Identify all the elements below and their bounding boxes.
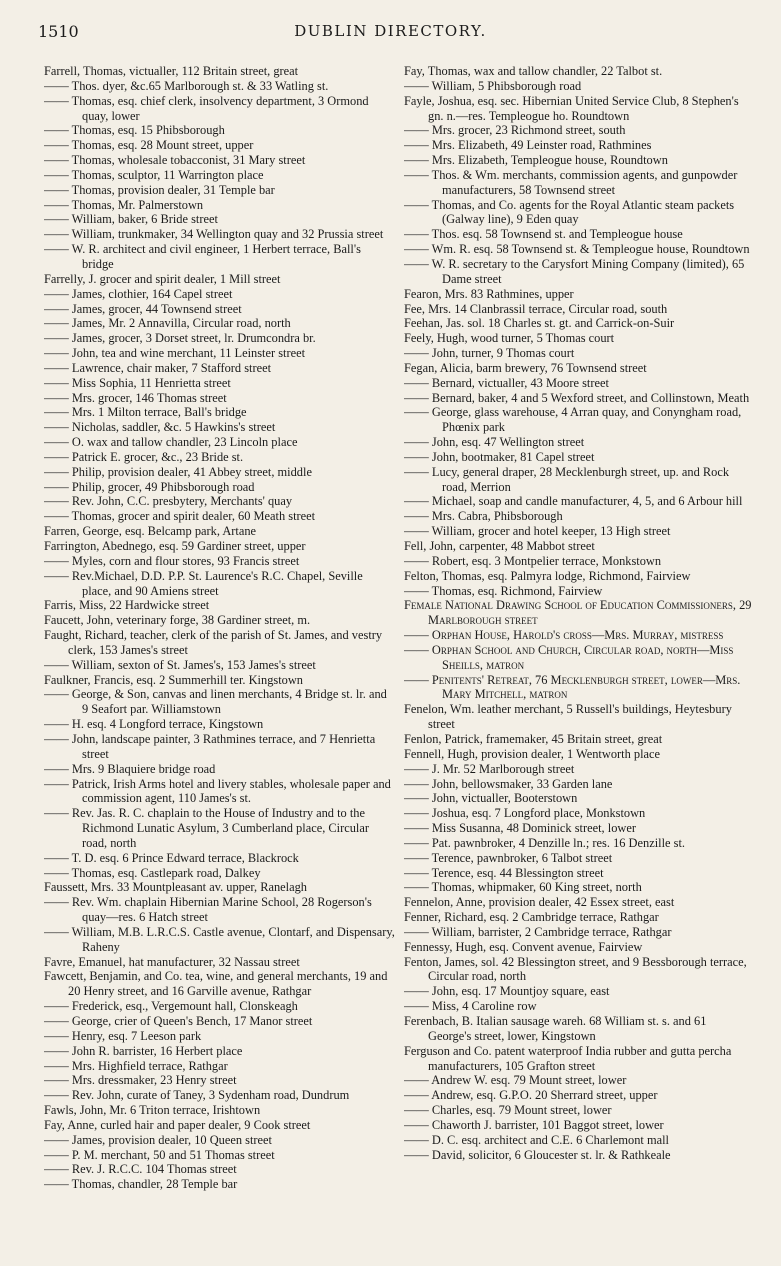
- directory-entry: —— Rev. Wm. chaplain Hibernian Marine School, 28 Rogerson's quay—res. 6 Hatch street: [44, 895, 395, 925]
- directory-entry: —— James, provision dealer, 10 Queen street: [44, 1133, 395, 1148]
- directory-entry: —— Orphan House, Harold's cross—Mrs. Murray, mistress: [404, 628, 752, 643]
- directory-entry: —— Andrew W. esq. 79 Mount street, lower: [404, 1073, 752, 1088]
- directory-entry: Fegan, Alicia, barm brewery, 76 Townsend street: [404, 360, 647, 375]
- directory-entry: —— William, 5 Phibsborough road: [404, 79, 752, 94]
- directory-entry: —— Thomas, esq. Castlepark road, Dalkey: [44, 866, 395, 881]
- directory-entry: —— Rev.Michael, D.D. P.P. St. Laurence's R.C. Chapel, Seville place, and 90 Amiens street: [44, 569, 395, 599]
- directory-entry: —— John, tea and wine merchant, 11 Leinster street: [44, 346, 395, 361]
- directory-entry: —— Miss, 4 Caroline row: [404, 999, 752, 1014]
- directory-entry: Faussett, Mrs. 33 Mountpleasant av. upper, Ranelagh: [44, 880, 307, 895]
- directory-entry: —— William, M.B. L.R.C.S. Castle avenue, Clontarf, and Dispensary, Raheny: [44, 925, 395, 955]
- directory-entry: —— Thomas, esq. 28 Mount street, upper: [44, 138, 395, 153]
- page-header: [38, 22, 743, 46]
- directory-entry: —— J. Mr. 52 Marlborough street: [404, 762, 752, 777]
- directory-entry: —— Patrick, Irish Arms hotel and livery stables, wholesale paper and commission agent, 110 James's st.: [44, 777, 395, 807]
- directory-entry: —— P. M. merchant, 50 and 51 Thomas street: [44, 1148, 395, 1163]
- page-number: 1510: [38, 22, 79, 41]
- directory-entry: —— Philip, provision dealer, 41 Abbey street, middle: [44, 465, 395, 480]
- directory-entry: —— Bernard, baker, 4 and 5 Wexford street, and Collinstown, Meath: [404, 391, 752, 406]
- directory-entry: —— Mrs. 9 Blaquiere bridge road: [44, 762, 395, 777]
- directory-entry: Fawcett, Benjamin, and Co. tea, wine, and general merchants, 19 and 20 Henry street, and 16 Garville avenue, Rathgar: [44, 969, 388, 999]
- directory-entry: Fearon, Mrs. 83 Rathmines, upper: [404, 286, 574, 301]
- directory-entry: —— Henry, esq. 7 Leeson park: [44, 1029, 395, 1044]
- directory-entry: Fee, Mrs. 14 Clanbrassil terrace, Circular road, south: [404, 301, 668, 316]
- directory-entry: Fawls, John, Mr. 6 Triton terrace, Irishtown: [44, 1103, 261, 1118]
- directory-entry: —— Rev. John, C.C. presbytery, Merchants' quay: [44, 494, 395, 509]
- directory-entry: —— John, landscape painter, 3 Rathmines terrace, and 7 Henrietta street: [44, 732, 395, 762]
- directory-entry: —— David, solicitor, 6 Gloucester st. lr. & Rathkeale: [404, 1148, 752, 1163]
- directory-entry: Female National Drawing School of Education Commissioners, 29 Marlborough street: [404, 598, 752, 628]
- directory-entry: —— Robert, esq. 3 Montpelier terrace, Monkstown: [404, 554, 752, 569]
- directory-entry: —— Thomas, esq. chief clerk, insolvency department, 3 Ormond quay, lower: [44, 94, 395, 124]
- directory-entry: —— Thomas, Mr. Palmerstown: [44, 198, 395, 213]
- directory-entry: —— William, baker, 6 Bride street: [44, 212, 395, 227]
- directory-entry: —— Thomas, sculptor, 11 Warrington place: [44, 168, 395, 183]
- directory-entry: —— Thos. dyer, &c.65 Marlborough st. & 33 Watling st.: [44, 79, 395, 94]
- directory-entry: Feely, Hugh, wood turner, 5 Thomas court: [404, 331, 615, 346]
- directory-entry: —— John, bootmaker, 81 Capel street: [404, 450, 752, 465]
- directory-entry: —— Mrs. 1 Milton terrace, Ball's bridge: [44, 405, 395, 420]
- directory-entry: —— Rev. John, curate of Taney, 3 Sydenham road, Dundrum: [44, 1088, 395, 1103]
- directory-entry: —— James, clothier, 164 Capel street: [44, 287, 395, 302]
- directory-entry: Ferenbach, B. Italian sausage wareh. 68 William st. s. and 61 George's street, lower, Kingstown: [404, 1014, 707, 1043]
- directory-entry: —— Frederick, esq., Vergemount hall, Clonskeagh: [44, 999, 395, 1014]
- directory-entry: —— T. D. esq. 6 Prince Edward terrace, Blackrock: [44, 851, 395, 866]
- directory-entry: —— Thomas, esq. 15 Phibsborough: [44, 123, 395, 138]
- directory-entry: Fell, John, carpenter, 48 Mabbot street: [404, 539, 595, 553]
- directory-entry: —— Mrs. Elizabeth, 49 Leinster road, Rathmines: [404, 138, 752, 153]
- directory-entry: —— Nicholas, saddler, &c. 5 Hawkins's street: [44, 420, 395, 435]
- directory-entry: —— Thomas, chandler, 28 Temple bar: [44, 1177, 395, 1192]
- directory-entry: —— Bernard, victualler, 43 Moore street: [404, 376, 752, 391]
- directory-entry: —— Mrs. grocer, 146 Thomas street: [44, 391, 395, 406]
- directory-entry: —— Thos. & Wm. merchants, commission agents, and gunpowder manufacturers, 58 Townsend street: [404, 168, 752, 198]
- directory-entry: —— Thomas, grocer and spirit dealer, 60 Meath street: [44, 509, 395, 524]
- directory-entry: Felton, Thomas, esq. Palmyra lodge, Richmond, Fairview: [404, 568, 691, 583]
- directory-entry: Fenton, James, sol. 42 Blessington street, and 9 Bessborough terrace, Circular road, north: [404, 954, 747, 984]
- directory-entry: —— Lawrence, chair maker, 7 Stafford street: [44, 361, 395, 376]
- directory-entry: —— George, & Son, canvas and linen merchants, 4 Bridge st. lr. and 9 Seafort par. Williamstown: [44, 687, 395, 717]
- directory-entry: Fennell, Hugh, provision dealer, 1 Wentworth place: [404, 746, 661, 761]
- right-column: [404, 64, 752, 1162]
- directory-entry: —— Rev. J. R.C.C. 104 Thomas street: [44, 1162, 395, 1177]
- directory-entry: Fay, Thomas, wax and tallow chandler, 22 Talbot st.: [404, 64, 663, 78]
- directory-entry: —— Mrs. grocer, 23 Richmond street, south: [404, 123, 752, 138]
- directory-entry: —— Philip, grocer, 49 Phibsborough road: [44, 480, 395, 495]
- directory-entry: —— Thomas, wholesale tobacconist, 31 Mary street: [44, 153, 395, 168]
- directory-entry: —— John, victualler, Booterstown: [404, 791, 752, 806]
- directory-entry: —— Pat. pawnbroker, 4 Denzille ln.; res. 16 Denzille st.: [404, 836, 752, 851]
- directory-entry: —— William, sexton of St. James's, 153 James's street: [44, 658, 395, 673]
- directory-entry: —— Mrs. Highfield terrace, Rathgar: [44, 1059, 395, 1074]
- directory-entry: —— Mrs. dressmaker, 23 Henry street: [44, 1073, 395, 1088]
- directory-entry: —— Chaworth J. barrister, 101 Baggot street, lower: [404, 1118, 752, 1133]
- directory-entry: —— Mrs. Elizabeth, Templeogue house, Roundtown: [404, 153, 752, 168]
- directory-entry: —— W. R. architect and civil engineer, 1 Herbert terrace, Ball's bridge: [44, 242, 395, 272]
- directory-entry: —— James, grocer, 3 Dorset street, lr. Drumcondra br.: [44, 331, 395, 346]
- directory-entry: —— William, trunkmaker, 34 Wellington quay and 32 Prussia street: [44, 227, 395, 242]
- directory-entry: —— Terence, esq. 44 Blessington street: [404, 866, 752, 881]
- directory-entry: —— Orphan School and Church, Circular road, north—Miss Sheills, matron: [404, 643, 752, 673]
- directory-entry: Farrington, Abednego, esq. 59 Gardiner street, upper: [44, 539, 306, 553]
- directory-entry: —— Charles, esq. 79 Mount street, lower: [404, 1103, 752, 1118]
- directory-entry: —— Penitents' Retreat, 76 Mecklenburgh street, lower—Mrs. Mary Mitchell, matron: [404, 673, 752, 703]
- directory-entry: Faulkner, Francis, esq. 2 Summerhill ter. Kingstown: [44, 672, 303, 687]
- directory-entry: —— George, crier of Queen's Bench, 17 Manor street: [44, 1014, 395, 1029]
- directory-entry: —— Miss Sophia, 11 Henrietta street: [44, 376, 395, 391]
- directory-entry: —— Mrs. Cabra, Phibsborough: [404, 509, 752, 524]
- directory-entry: —— James, Mr. 2 Annavilla, Circular road, north: [44, 316, 395, 331]
- directory-entry: —— H. esq. 4 Longford terrace, Kingstown: [44, 717, 395, 732]
- directory-entry: Fenelon, Wm. leather merchant, 5 Russell's buildings, Heytesbury street: [404, 702, 732, 732]
- directory-entry: Farrelly, J. grocer and spirit dealer, 1 Mill street: [44, 271, 281, 286]
- directory-entry: Fenner, Richard, esq. 2 Cambridge terrace, Rathgar: [404, 910, 659, 925]
- directory-entry: Ferguson and Co. patent waterproof India rubber and gutta percha manufacturers, 105 Grafton street: [404, 1043, 732, 1073]
- directory-entry: Faucett, John, veterinary forge, 38 Gardiner street, m.: [44, 613, 311, 628]
- directory-entry: Favre, Emanuel, hat manufacturer, 32 Nassau street: [44, 954, 300, 969]
- directory-entry: —— Rev. Jas. R. C. chaplain to the House of Industry and to the Richmond Lunatic Asylum, 3 Cumberland place, Circular road, north: [44, 806, 395, 851]
- directory-entry: —— John, bellowsmaker, 33 Garden lane: [404, 777, 752, 792]
- directory-entry: —— William, barrister, 2 Cambridge terrace, Rathgar: [404, 925, 752, 940]
- directory-entry: —— Wm. R. esq. 58 Townsend st. & Templeogue house, Roundtown: [404, 242, 752, 257]
- directory-entry: —— Thos. esq. 58 Townsend st. and Templeogue house: [404, 227, 752, 242]
- directory-entry: —— Patrick E. grocer, &c., 23 Bride st.: [44, 450, 395, 465]
- directory-entry: Faught, Richard, teacher, clerk of the parish of St. James, and vestry clerk, 153 James's street: [44, 628, 383, 657]
- directory-entry: —— John, turner, 9 Thomas court: [404, 346, 752, 361]
- directory-entry: —— George, glass warehouse, 4 Arran quay, and Conyngham road, Phœnix park: [404, 405, 752, 435]
- directory-entry: —— John, esq. 47 Wellington street: [404, 435, 752, 450]
- directory-entry: —— Lucy, general draper, 28 Mecklenburgh street, up. and Rock road, Merrion: [404, 465, 752, 495]
- directory-entry: —— Terence, pawnbroker, 6 Talbot street: [404, 851, 752, 866]
- directory-entry: Fay, Anne, curled hair and paper dealer, 9 Cook street: [44, 1117, 311, 1132]
- directory-entry: Fenlon, Patrick, framemaker, 45 Britain street, great: [404, 731, 663, 746]
- directory-entry: Fayle, Joshua, esq. sec. Hibernian United Service Club, 8 Stephen's gn. n.—res. Templeogue ho. Roundtown: [404, 93, 739, 123]
- running-title: DUBLIN DIRECTORY.: [294, 22, 487, 40]
- directory-entry: —— Thomas, provision dealer, 31 Temple bar: [44, 183, 395, 198]
- directory-entry: —— Thomas, whipmaker, 60 King street, north: [404, 880, 752, 895]
- directory-entry: Fennelon, Anne, provision dealer, 42 Essex street, east: [404, 895, 675, 910]
- directory-entry: —— William, grocer and hotel keeper, 13 High street: [404, 524, 752, 539]
- left-column: [44, 64, 395, 1192]
- directory-entry: —— O. wax and tallow chandler, 23 Lincoln place: [44, 435, 395, 450]
- directory-entry: Fennessy, Hugh, esq. Convent avenue, Fairview: [404, 939, 643, 954]
- directory-entry: —— James, grocer, 44 Townsend street: [44, 302, 395, 317]
- directory-entry: —— John R. barrister, 16 Herbert place: [44, 1044, 395, 1059]
- directory-entry: —— Thomas, and Co. agents for the Royal Atlantic steam packets (Galway line), 9 Eden quay: [404, 198, 752, 228]
- directory-entry: Feehan, Jas. sol. 18 Charles st. gt. and Carrick-on-Suir: [404, 316, 675, 331]
- directory-entry: —— D. C. esq. architect and C.E. 6 Charlemont mall: [404, 1133, 752, 1148]
- directory-entry: —— Andrew, esq. G.P.O. 20 Sherrard street, upper: [404, 1088, 752, 1103]
- directory-entry: Farrell, Thomas, victualler, 112 Britain street, great: [44, 64, 299, 78]
- directory-entry: —— John, esq. 17 Mountjoy square, east: [404, 984, 752, 999]
- directory-entry: —— Thomas, esq. Richmond, Fairview: [404, 584, 752, 599]
- directory-entry: —— Joshua, esq. 7 Longford place, Monkstown: [404, 806, 752, 821]
- directory-entry: Farren, George, esq. Belcamp park, Artane: [44, 524, 257, 539]
- directory-entry: Farris, Miss, 22 Hardwicke street: [44, 598, 210, 613]
- directory-entry: —— Myles, corn and flour stores, 93 Francis street: [44, 554, 395, 569]
- directory-entry: —— Miss Susanna, 48 Dominick street, lower: [404, 821, 752, 836]
- directory-entry: —— Michael, soap and candle manufacturer, 4, 5, and 6 Arbour hill: [404, 494, 752, 509]
- directory-entry: —— W. R. secretary to the Carysfort Mining Company (limited), 65 Dame street: [404, 257, 752, 287]
